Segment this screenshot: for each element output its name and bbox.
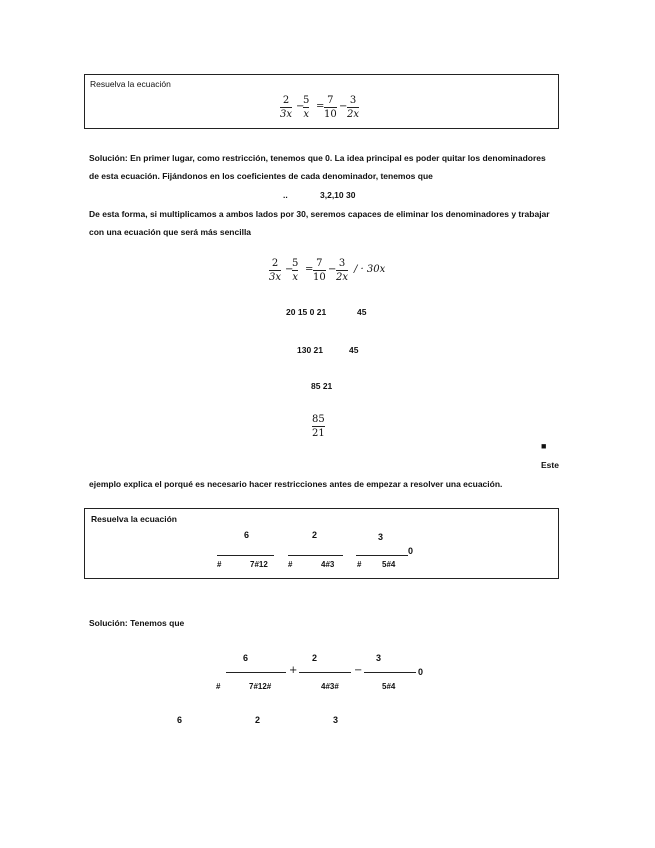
sol2-num-3: 3 xyxy=(376,653,382,663)
eq1-minus-2: − xyxy=(339,101,348,112)
box2-zero: 0 xyxy=(408,546,414,556)
sol2-bottom-2: 2 xyxy=(255,715,261,725)
solution1-lcm: 3,2,10 30 xyxy=(320,190,356,200)
eq1-fraction-3: 7 10 xyxy=(324,95,337,120)
eq2-equals: = xyxy=(305,264,314,275)
sol2-zero: 0 xyxy=(418,667,424,677)
box2-bar-1 xyxy=(217,555,274,556)
sol2-den-1a: # xyxy=(216,682,221,691)
problem-title-1: Resuelva la ecuación xyxy=(90,79,171,89)
solution1-line1: Solución: En primer lugar, como restricción, tenemos que 0. La idea principal es poder quitar los denominadores xyxy=(89,153,546,163)
eq2-fraction-1: 2 3x xyxy=(269,258,282,283)
eq1-fraction-1: 2 3x xyxy=(280,95,293,120)
eq2-multiplier: / · 30x xyxy=(354,264,386,275)
solution1-line3: De esta forma, si multiplicamos a ambos lados por 30, seremos capaces de eliminar los denominadores y trabajar xyxy=(89,209,550,219)
sol2-bottom-1: 6 xyxy=(177,715,183,725)
box2-den-3b: 5#4 xyxy=(382,560,396,569)
step1-left: 20 15 0 21 xyxy=(286,307,327,317)
step1-right: 45 xyxy=(357,307,367,317)
box2-den-3a: # xyxy=(357,560,362,569)
sol2-den-3: 5#4 xyxy=(382,682,396,691)
eq1-equals: = xyxy=(316,101,325,112)
step2-right: 45 xyxy=(349,345,359,355)
box2-num-2: 2 xyxy=(312,530,318,540)
end-square: ■ xyxy=(541,441,547,451)
problem-title-2: Resuelva la ecuación xyxy=(91,514,177,524)
box2-den-2a: # xyxy=(288,560,293,569)
eq2-fraction-4: 3 2x xyxy=(336,258,349,283)
eq2-minus-2: − xyxy=(328,264,337,275)
box2-den-2b: 4#3 xyxy=(321,560,335,569)
sol2-bar-2 xyxy=(299,672,351,673)
eq2-minus-1: − xyxy=(285,264,294,275)
solution2-title: Solución: Tenemos que xyxy=(89,618,185,628)
sol2-bottom-3: 3 xyxy=(333,715,339,725)
sol2-num-1: 6 xyxy=(243,653,249,663)
box2-num-3: 3 xyxy=(378,532,384,542)
sol2-den-1b: 7#12# xyxy=(249,682,272,691)
solution1-line4: con una ecuación que será más sencilla xyxy=(89,227,252,237)
eq1-fraction-4: 3 2x xyxy=(347,95,360,120)
sol2-minus: − xyxy=(354,665,363,676)
step2-left: 130 21 xyxy=(297,345,323,355)
box2-num-1: 6 xyxy=(244,530,250,540)
sol2-plus: + xyxy=(289,665,298,676)
solution1-closing: ejemplo explica el porqué es necesario hacer restricciones antes de empezar a resolver una ecuación. xyxy=(89,479,503,489)
sol2-den-2: 4#3# xyxy=(321,682,339,691)
sol2-bar-3 xyxy=(364,672,416,673)
eq1-fraction-2: 5 x xyxy=(303,95,310,120)
solution1-line2: de esta ecuación. Fijándonos en los coeficientes de cada denominador, tenemos que xyxy=(89,171,433,181)
box2-den-1a: # xyxy=(217,560,222,569)
box2-bar-2 xyxy=(288,555,343,556)
este-word: Este xyxy=(541,460,559,470)
box2-den-1b: 7#12 xyxy=(250,560,268,569)
solution1-dots: .. xyxy=(283,190,288,200)
eq2-fraction-2: 5 x xyxy=(292,258,299,283)
box2-bar-3 xyxy=(356,555,408,556)
result-fraction: 85 21 xyxy=(312,414,325,439)
eq2-fraction-3: 7 10 xyxy=(313,258,326,283)
sol2-bar-1 xyxy=(226,672,286,673)
eq1-minus-1: − xyxy=(296,101,305,112)
sol2-num-2: 2 xyxy=(312,653,318,663)
step3: 85 21 xyxy=(311,381,333,391)
